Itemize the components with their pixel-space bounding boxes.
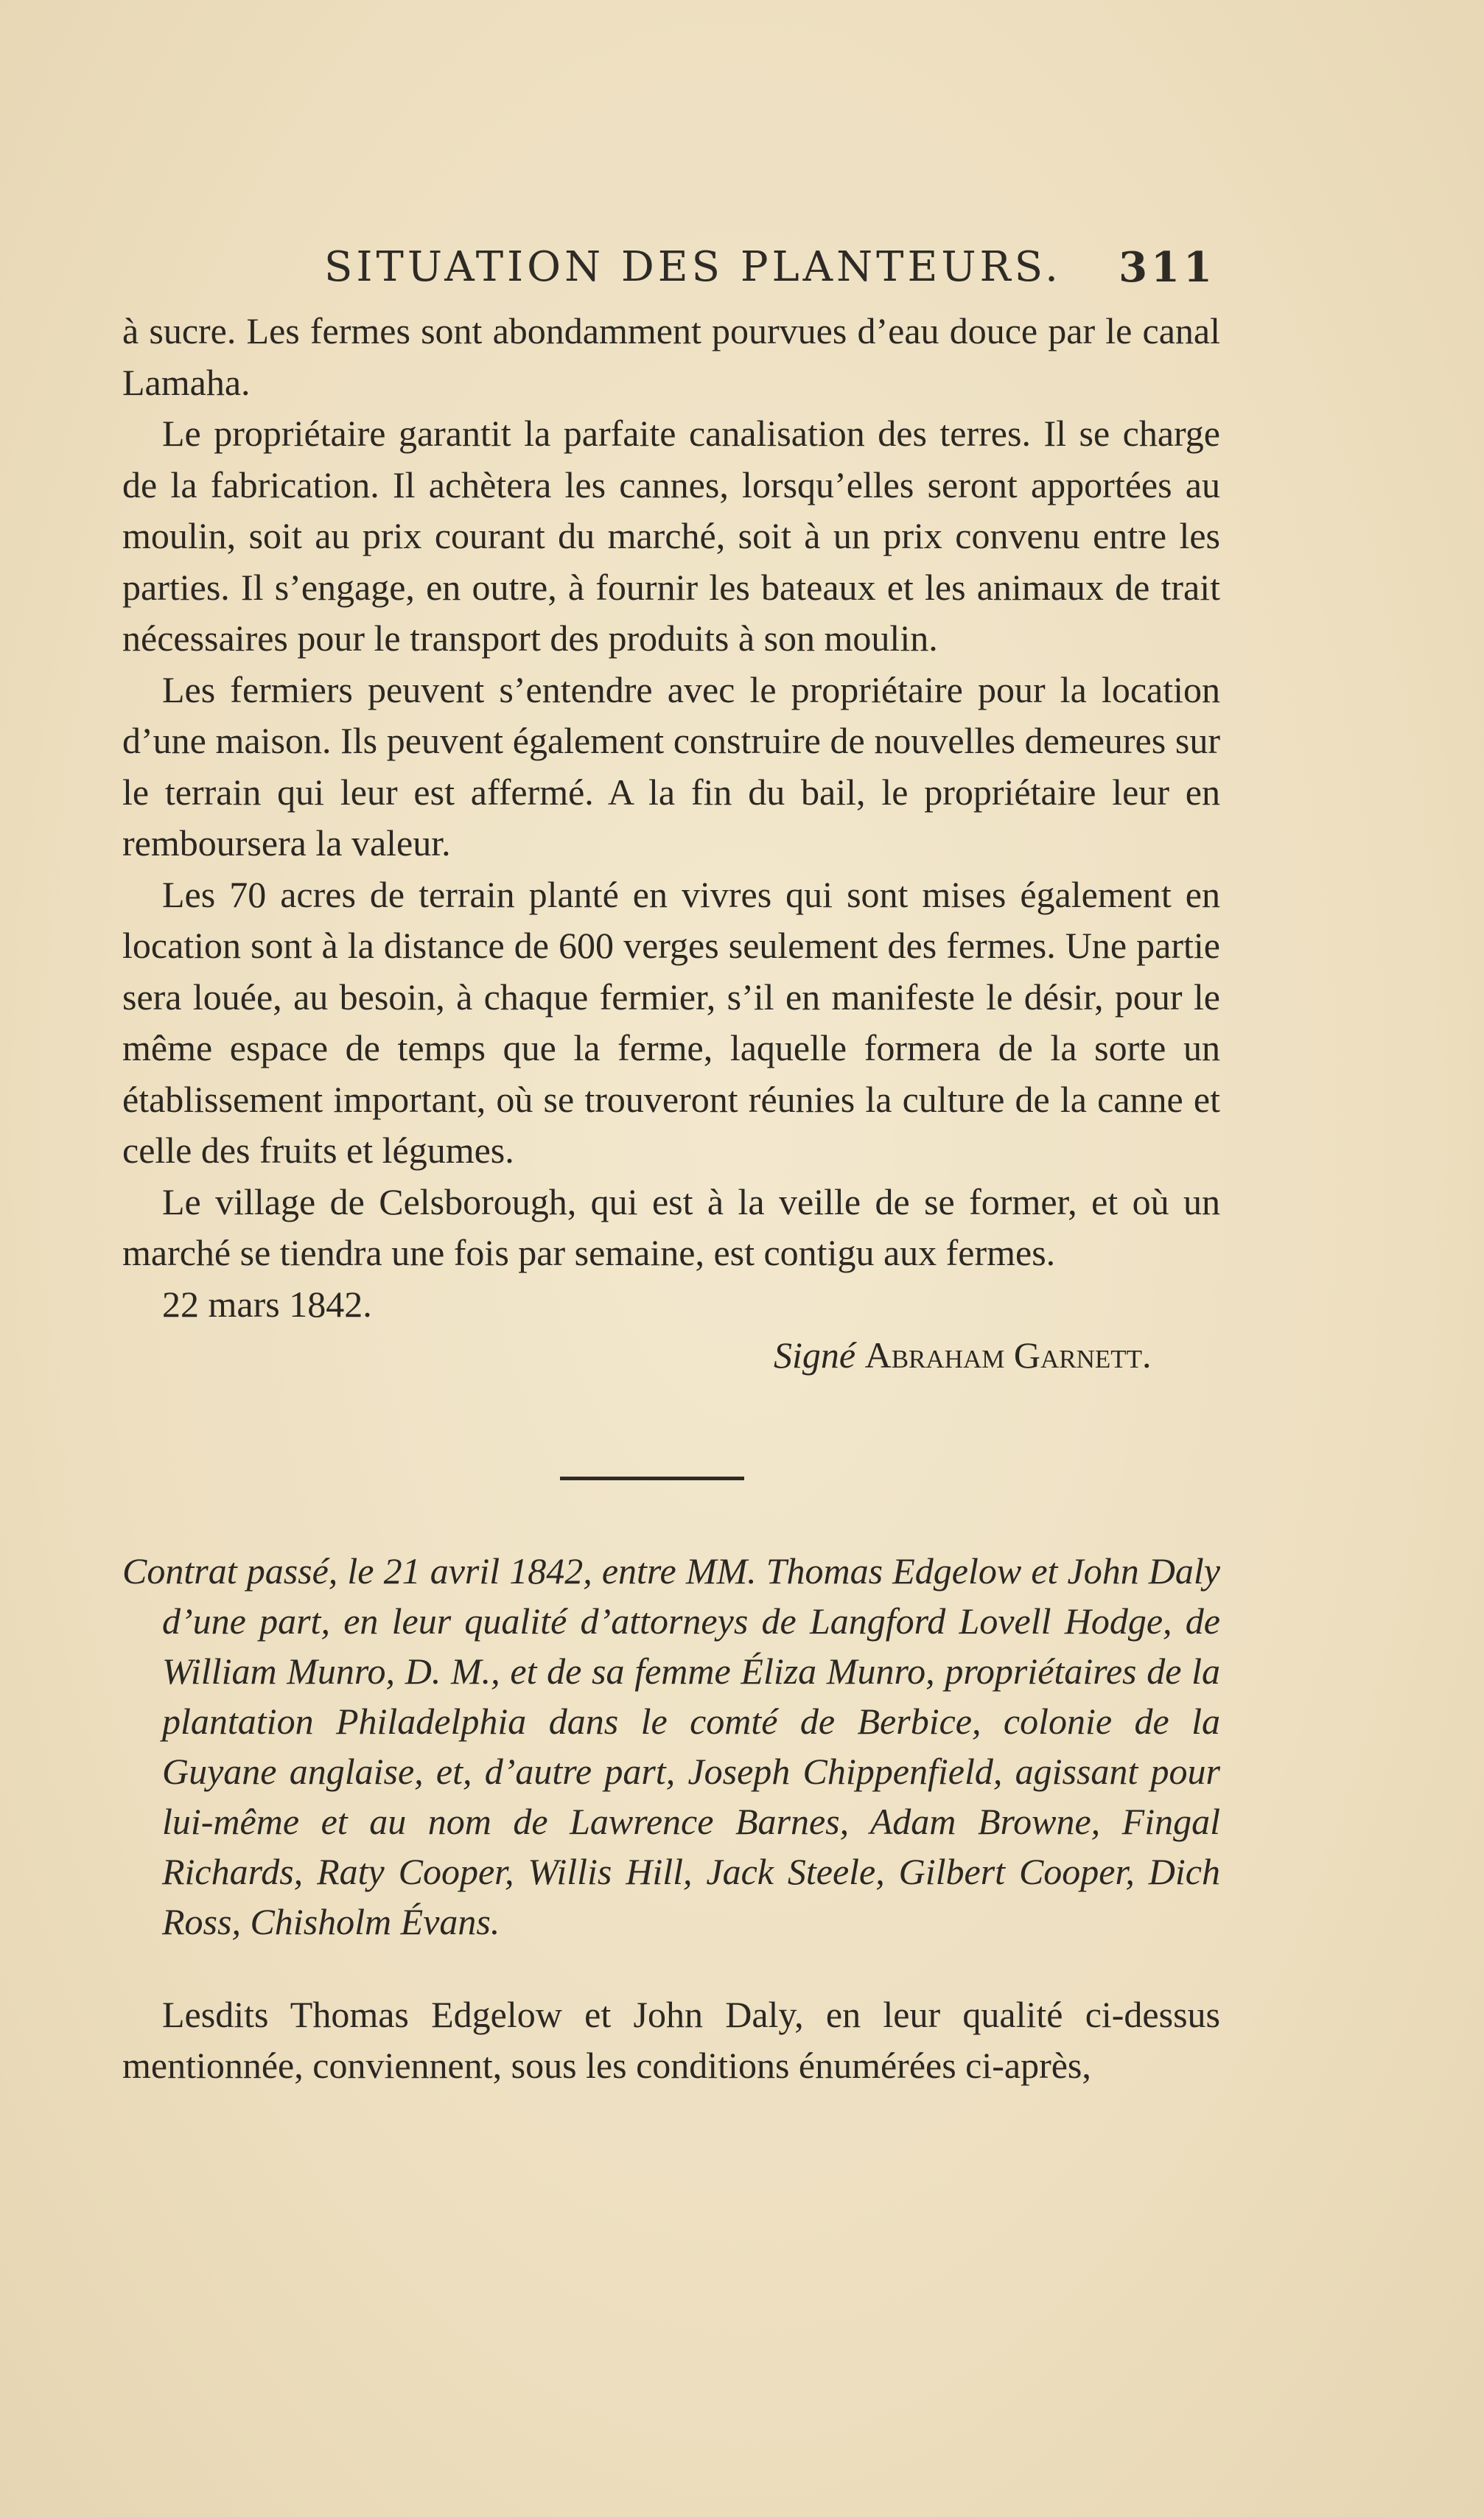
contract-heading (122, 1546, 1220, 1947)
signature-line (122, 1330, 1220, 1382)
paragraph-fermiers: Les fermiers peuvent s’entendre avec le propriétaire pour la location d’une maison. Ils peuvent également construire de nouvelles demeures sur le terrain qui leur est affermé. A la fin du bail, le propriétaire leur en remboursera la valeur. (122, 668, 1220, 864)
body-text (122, 306, 1220, 1382)
paragraph-proprietaire: Le propriétaire garantit la parfaite canalisation des terres. Il se charge de la fabrication. Il achètera les cannes, lorsqu’elles seront apportées au moulin, soit au prix courant du marché, soit à un prix convenu entre les parties. Il s’engage, en outre, à fournir les bateaux et les animaux de trait nécessaires pour le transport des produits à son moulin. (122, 413, 1220, 659)
page-number: 311 (1119, 243, 1216, 292)
paragraph-village: Le village de Celsborough, qui est à la veille de se former, et où un marché se tiendra une fois par semaine, est contigu aux fermes. (122, 1180, 1220, 1273)
page-header (125, 236, 1223, 295)
paragraph-continuation: à sucre. Les fermes sont abondamment pourvues d’eau douce par le canal Lamaha. (122, 310, 1220, 403)
signature-prefix: Signé (774, 1334, 856, 1376)
paragraph-acres: Les 70 acres de terrain planté en vivres qui sont mises également en location sont à la distance de 600 verges seulement des fermes. Une partie sera louée, au besoin, à chaque fermier, s’il en manifeste le désir, pour le même espace de temps que la ferme, laquelle formera de la sorte un établissement important, où se trouveront réunies la culture de la canne et celle des fruits et légumes. (122, 873, 1220, 1171)
paragraph-lesdits: Lesdits Thomas Edgelow et John Daly, en leur qualité ci-dessus mentionnée, conviennent, sous les conditions énumérées ci-après, (122, 1994, 1220, 2086)
running-title: SITUATION DES PLANTEURS. (324, 243, 1062, 291)
date-line: 22 mars 1842. (162, 1283, 372, 1325)
closing-text (122, 1989, 1220, 2091)
signature-name: Abraham Garnett. (864, 1334, 1152, 1376)
contract-title-text: Contrat passé, le 21 avril 1842, entre MM. Thomas Edgelow et John Daly d’une part, en leur qualité d’attorneys de Langford Lovell Hodge, de William Munro, D. M., et de sa femme Éliza Munro, propriétaires de la plantation Philadelphia dans le comté de Berbice, colonie de la Guyane anglaise, et, d’autre part, Joseph Chippenfield, agissant pour lui-même et au nom de Lawrence Barnes, Adam Browne, Fingal Richards, Raty Cooper, Willis Hill, Jack Steele, Gilbert Cooper, Dich Ross, Chisholm Évans. (122, 1550, 1220, 1942)
section-divider (560, 1477, 744, 1480)
